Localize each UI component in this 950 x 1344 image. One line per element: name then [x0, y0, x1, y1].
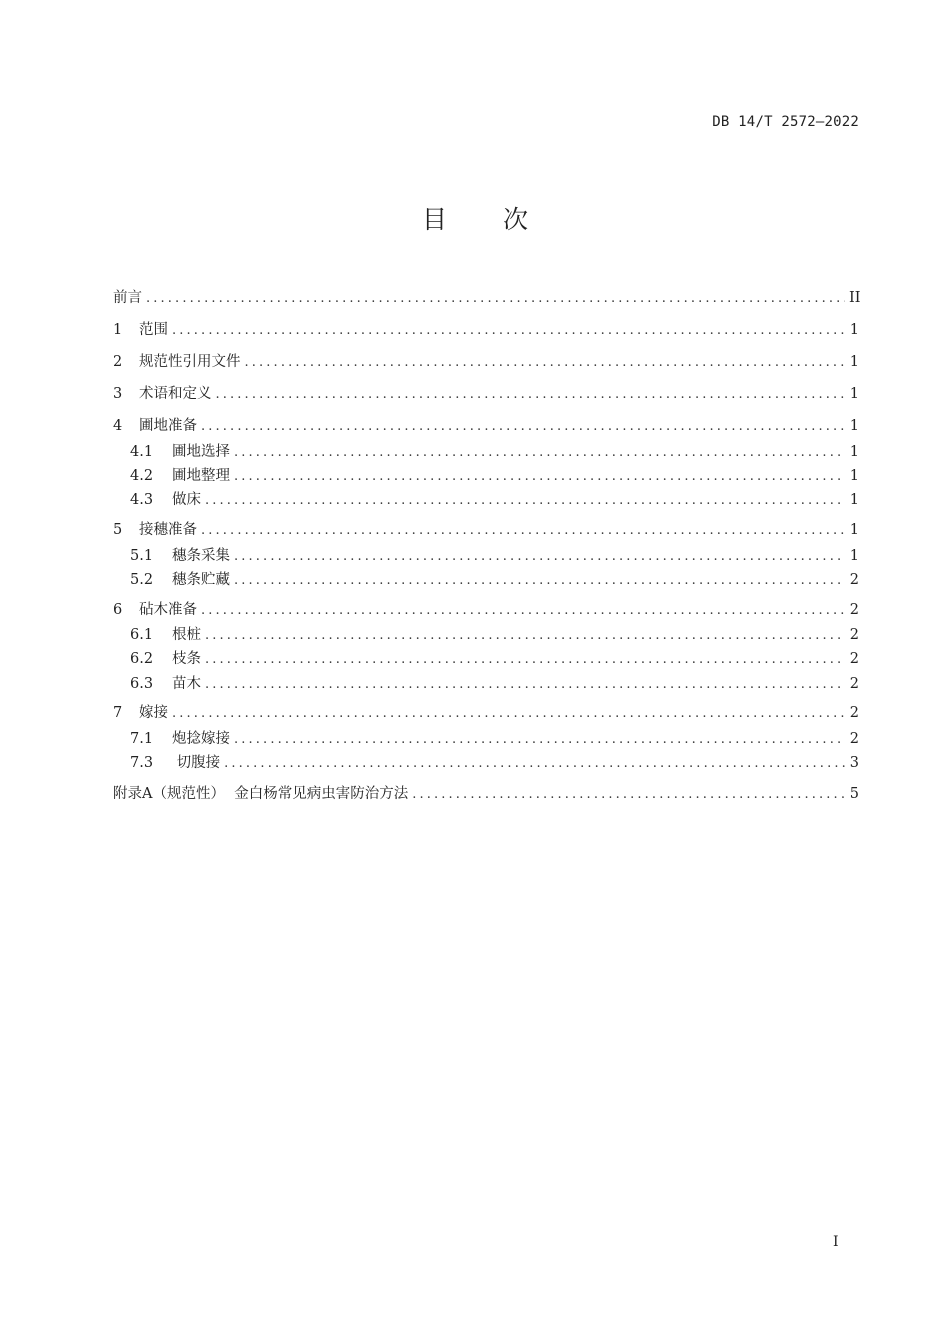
toc-entry-label: 苗木	[172, 676, 201, 692]
toc-entry-page: 1	[849, 492, 859, 508]
toc-entry-page: 2	[849, 731, 859, 747]
toc-entry-label: 接穗准备	[139, 522, 197, 538]
toc-entry-4-1[interactable]	[113, 442, 859, 462]
toc-entry-4-3[interactable]	[113, 490, 859, 510]
toc-entry-page: 2	[849, 572, 859, 588]
toc-entry-page: 3	[849, 755, 859, 771]
toc-entry-label: 切腹接	[172, 755, 221, 771]
page-number: I	[833, 1234, 839, 1250]
toc-entry-7-1[interactable]	[113, 729, 859, 749]
toc-entry-1[interactable]	[113, 320, 859, 340]
toc-entry-6-3[interactable]	[113, 674, 859, 694]
toc-entry-page: 1	[849, 444, 859, 460]
toc-entry-number: 4	[113, 418, 123, 434]
toc-title-char-2: 次	[503, 205, 529, 234]
toc-entry-page: II	[849, 290, 861, 306]
toc-entry-page: 1	[849, 468, 859, 484]
toc-entry-4-2[interactable]	[113, 466, 859, 486]
toc-entry-number: 6.2	[130, 651, 154, 667]
table-of-contents	[113, 0, 859, 1344]
toc-entry-5[interactable]	[113, 520, 859, 540]
toc-entry-page: 1	[849, 322, 859, 338]
toc-entry-label: 范围	[139, 322, 168, 338]
toc-entry-label: 穗条采集	[172, 548, 230, 564]
toc-entry-7[interactable]	[113, 703, 859, 723]
toc-entry-label: 术语和定义	[139, 386, 212, 402]
toc-entry-label: 圃地准备	[139, 418, 197, 434]
toc-entry-3[interactable]	[113, 384, 859, 404]
toc-entry-number: 4.3	[130, 492, 154, 508]
toc-entry-number: 5.2	[130, 572, 154, 588]
toc-entry-number: 5.1	[130, 548, 154, 564]
toc-entry-6-2[interactable]	[113, 649, 859, 669]
toc-entry-page: 2	[849, 705, 859, 721]
toc-entry-label: 圃地整理	[172, 468, 230, 484]
toc-entry-number: 6.3	[130, 676, 154, 692]
toc-entry-label: 附录A（规范性） 金白杨常见病虫害防治方法	[113, 786, 409, 802]
toc-entry-label: 根桩	[172, 627, 201, 643]
toc-title-char-1: 目	[421, 205, 447, 234]
toc-entry-number: 7.3	[130, 755, 154, 771]
toc-entry-label: 砧木准备	[139, 602, 197, 618]
toc-entry-page: 1	[849, 522, 859, 538]
toc-entry-page: 1	[849, 354, 859, 370]
toc-entry-6-1[interactable]	[113, 625, 859, 645]
toc-entry-number: 7	[113, 705, 123, 721]
toc-entry-number: 6	[113, 602, 123, 618]
toc-entry-label: 前言	[113, 290, 142, 306]
toc-entry-foreword[interactable]	[113, 288, 859, 308]
toc-entry-label: 炮捻嫁接	[172, 731, 230, 747]
toc-entry-annex-a[interactable]	[113, 784, 859, 804]
toc-entry-7-3[interactable]	[113, 753, 859, 773]
toc-entry-number: 6.1	[130, 627, 154, 643]
toc-entry-6[interactable]	[113, 600, 859, 620]
toc-entry-2[interactable]	[113, 352, 859, 372]
toc-entry-4[interactable]	[113, 416, 859, 436]
toc-entry-number: 4.1	[130, 444, 154, 460]
toc-entry-page: 1	[849, 548, 859, 564]
toc-entry-page: 2	[849, 651, 859, 667]
toc-entry-number: 3	[113, 386, 123, 402]
standard-code: DB 14/T 2572—2022	[712, 114, 859, 130]
toc-entry-label: 规范性引用文件	[139, 354, 241, 370]
toc-entry-number: 5	[113, 522, 123, 538]
toc-entry-label: 枝条	[172, 651, 201, 667]
toc-entry-page: 2	[849, 676, 859, 692]
toc-entry-number: 4.2	[130, 468, 154, 484]
toc-entry-label: 圃地选择	[172, 444, 230, 460]
toc-entry-5-2[interactable]	[113, 570, 859, 590]
toc-entry-page: 2	[849, 602, 859, 618]
toc-entry-5-1[interactable]	[113, 546, 859, 566]
toc-entry-page: 1	[849, 386, 859, 402]
toc-entry-number: 1	[113, 322, 123, 338]
toc-entry-label: 做床	[172, 492, 201, 508]
toc-entry-page: 5	[849, 786, 859, 802]
toc-entry-label: 穗条贮藏	[172, 572, 230, 588]
toc-entry-number: 7.1	[130, 731, 154, 747]
toc-entry-page: 1	[849, 418, 859, 434]
toc-entry-page: 2	[849, 627, 859, 643]
toc-entry-label: 嫁接	[139, 705, 168, 721]
toc-entry-number: 2	[113, 354, 123, 370]
